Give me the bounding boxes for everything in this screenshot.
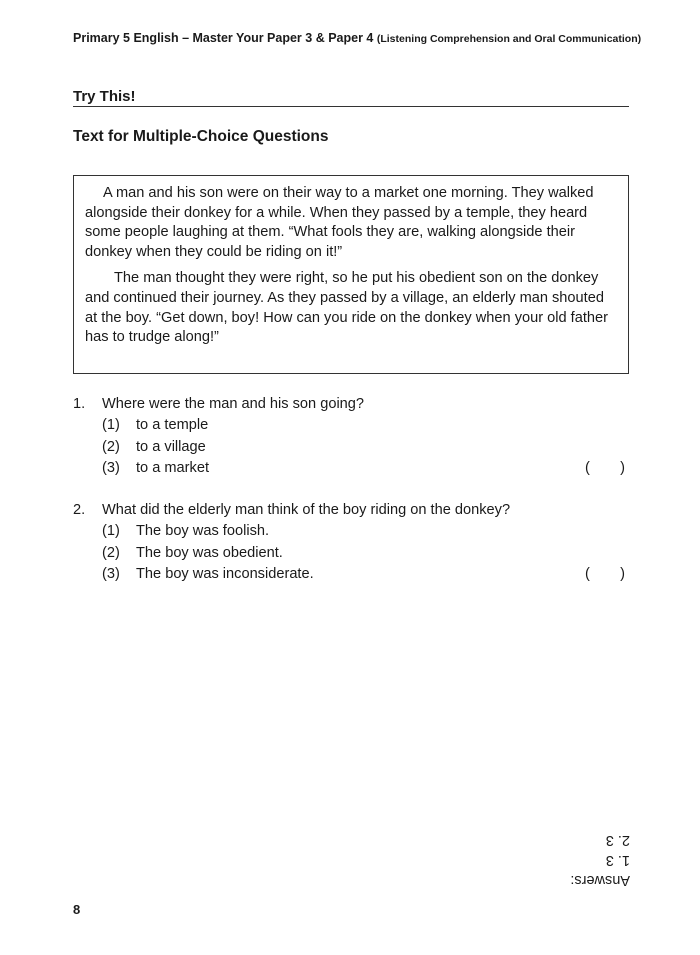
page-header: [73, 31, 642, 45]
option-item: [73, 543, 633, 564]
answers-key: [560, 830, 630, 890]
option-text: to a market: [136, 459, 209, 476]
page-number: 8: [73, 902, 81, 917]
option-text: to a village: [136, 438, 206, 455]
option-item: [73, 415, 633, 436]
question-number: 1.: [73, 396, 86, 412]
passage-box: [73, 175, 629, 374]
option-number: (1): [102, 417, 120, 434]
bracket-open: (: [585, 565, 590, 582]
option-number: (3): [102, 459, 120, 476]
option-text: The boy was obedient.: [136, 544, 283, 561]
passage-paragraph-1: A man and his son were on their way to a market one morning. They walked alongside their donkey for a while. When they passed by a temple, they heard some people laughing at them. “What fools they are, walking alongside their donkey when they could be riding on it!”: [85, 185, 594, 260]
answers-label: Answers:: [570, 872, 630, 888]
bracket-close: ): [620, 459, 625, 476]
answer-item: 2. 3: [605, 832, 630, 848]
try-this-heading: Try This!: [73, 88, 629, 107]
option-text: The boy was foolish.: [136, 523, 270, 540]
option-text: to a temple: [136, 417, 209, 434]
option-number: (3): [102, 565, 120, 582]
question-text: Where were the man and his son going?: [102, 396, 365, 412]
option-text: The boy was inconsiderate.: [136, 565, 314, 582]
option-number: (2): [102, 544, 120, 561]
header-subtitle: (Listening Comprehension and Oral Communication): [376, 33, 642, 45]
bracket-close: ): [620, 565, 625, 582]
option-item: [73, 458, 633, 479]
option-number: (2): [102, 438, 120, 455]
option-item: [73, 564, 633, 585]
question-2: [73, 500, 633, 585]
option-item: [73, 521, 633, 542]
bracket-open: (: [585, 459, 590, 476]
passage-paragraph-2: The man thought they were right, so he put his obedient son on the donkey and continued their journey. As they passed by a village, an elderly man shouted at the boy. “Get down, boy! How can you ride on the donkey when your old father has to trudge along!”: [85, 270, 608, 346]
question-number: 2.: [73, 502, 86, 518]
header-title: Primary 5 English – Master Your Paper 3 & Paper 4: [73, 31, 374, 45]
answer-item: 1. 3: [605, 852, 630, 868]
answer-bracket[interactable]: [585, 458, 625, 479]
option-number: (1): [102, 523, 120, 540]
answer-bracket[interactable]: [585, 564, 625, 585]
question-1: [73, 394, 633, 479]
option-item: [73, 437, 633, 458]
question-text: What did the elderly man think of the boy riding on the donkey?: [102, 502, 511, 518]
section-title: Text for Multiple-Choice Questions: [73, 128, 329, 145]
